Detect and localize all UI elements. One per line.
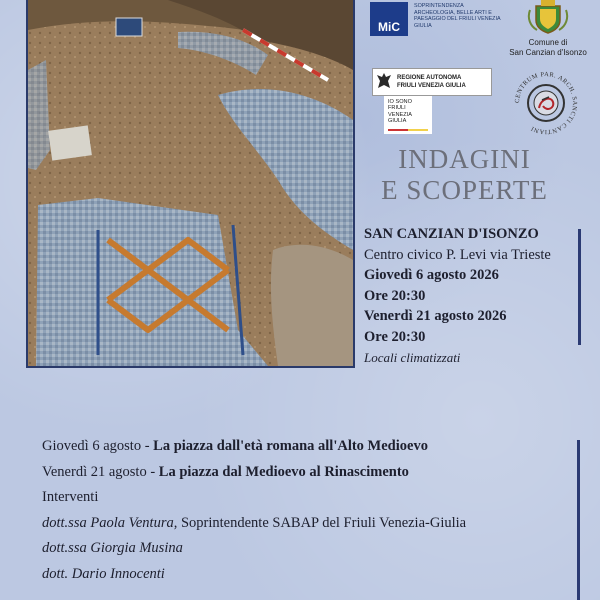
comune-line1: Comune di xyxy=(528,38,568,47)
fvg-line4: GIULIA xyxy=(388,118,407,125)
session-2-day: Venerdì 21 agosto - xyxy=(42,463,159,480)
seal-text: CENTRUM PAR. ARCH. SANCTI CANTIANI xyxy=(513,70,579,136)
io-sono-fvg-logo xyxy=(384,96,432,134)
event-title xyxy=(362,144,567,206)
event-note: Locali climatizzati xyxy=(364,349,461,365)
mic-badge: MiC xyxy=(370,2,408,36)
session-2 xyxy=(42,460,582,486)
speaker-2-name: dott.ssa Giorgia Musina xyxy=(42,540,183,556)
fvg-line1: IO SONO xyxy=(388,99,412,105)
regione-text xyxy=(397,74,466,90)
eagle-icon xyxy=(376,72,392,90)
comune-line2: San Canzian d'Isonzo xyxy=(509,48,587,57)
mic-logo xyxy=(370,0,500,40)
regione-line2: FRIULI VENEZIA GIULIA xyxy=(397,83,466,89)
regione-logo xyxy=(372,68,492,96)
event-time-2: Ore 20:30 xyxy=(364,328,426,345)
soprintendenza-text: SOPRINTENDENZA ARCHEOLOGIA, BELLE ARTI E PAESAGGIO DEL FRIULI VENEZIA GIULIA xyxy=(414,3,501,29)
archaeological-centre-seal-icon xyxy=(513,70,579,136)
comune-crest-icon xyxy=(523,0,573,34)
speaker-1-role: , Soprintendente SABAP del Friuli Venezia-Giulia xyxy=(173,514,467,531)
session-1 xyxy=(42,434,582,460)
speaker-3-name: dott. Dario Innocenti xyxy=(42,565,165,582)
session-1-day: Giovedì 6 agosto - xyxy=(42,438,154,454)
session-2-title: La piazza dal Medioevo al Rinascimento xyxy=(158,463,409,480)
event-date-1: Giovedì 6 agosto 2026 xyxy=(364,267,499,284)
speaker-1 xyxy=(42,511,582,537)
info-accent-bar xyxy=(578,229,581,345)
speaker-1-name: dott.ssa Paola Ventura xyxy=(42,514,174,531)
fvg-flag-stripe xyxy=(388,129,428,131)
event-venue: Centro civico P. Levi via Trieste xyxy=(364,246,551,263)
event-time-1: Ore 20:30 xyxy=(364,287,426,304)
session-1-title: La piazza dall'età romana all'Alto Medioevo xyxy=(153,438,428,454)
program-accent-bar xyxy=(577,440,580,600)
event-date-2: Venerdì 21 agosto 2026 xyxy=(364,308,507,325)
program-section xyxy=(42,434,582,587)
excavation-photo xyxy=(28,0,353,366)
interventi-label: Interventi xyxy=(42,489,99,505)
title-line1: INDAGINI xyxy=(398,144,531,174)
event-info xyxy=(364,224,584,368)
comune-label xyxy=(507,38,589,58)
title-line2: E SCOPERTE xyxy=(381,175,548,205)
fvg-line3: VENEZIA xyxy=(388,111,412,118)
fvg-line2: FRIULI xyxy=(388,105,406,112)
regione-line1: REGIONE AUTONOMA xyxy=(397,75,462,81)
event-town: SAN CANZIAN D'ISONZO xyxy=(364,226,539,242)
